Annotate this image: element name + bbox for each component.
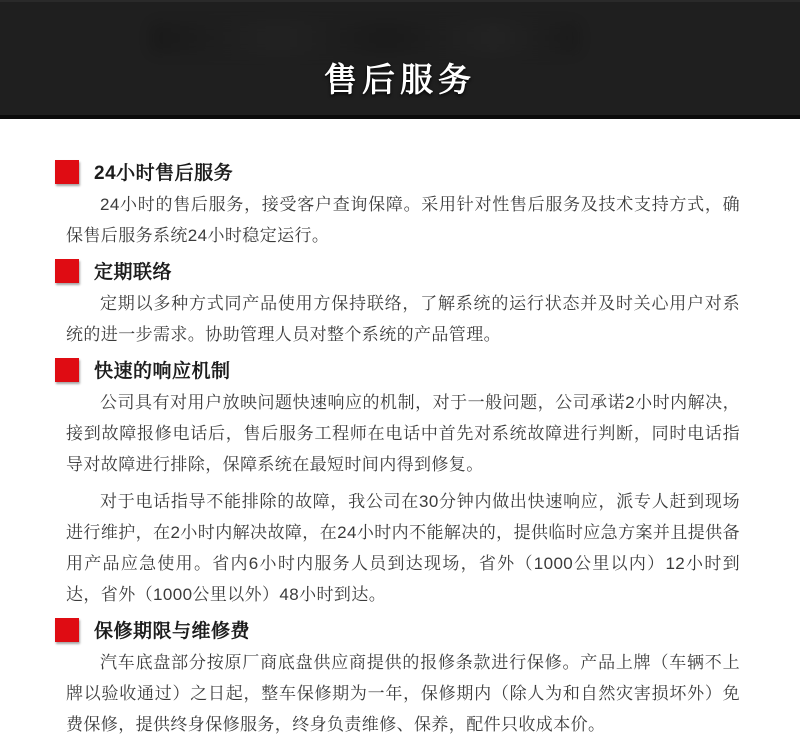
- red-square-bullet-icon: [55, 259, 79, 283]
- section-24h-service: [55, 158, 742, 251]
- section-heading-text: 保修期限与维修费: [94, 621, 251, 642]
- section-heading: [55, 257, 742, 284]
- section-rapid-response: [55, 356, 742, 610]
- section-regular-contact: [55, 257, 742, 350]
- after-sales-content: [0, 119, 800, 740]
- section-heading: [55, 356, 742, 383]
- page-title: 售后服务: [324, 61, 476, 98]
- section-heading-text: 定期联络: [94, 262, 173, 283]
- red-square-bullet-icon: [55, 618, 79, 642]
- red-square-bullet-icon: [55, 160, 79, 184]
- section-paragraph: 汽车底盘部分按原厂商底盘供应商提供的报修条款进行保修。产品上牌（车辆不上牌以验收通过）之日起，整车保修期为一年，保修期内（除人为和自然灾害损坏外）免费保修，提供终身保修服务，终身负责维修、保养，配件只收成本价。: [66, 653, 740, 734]
- watermark-smudge: [150, 22, 580, 54]
- section-heading-text: 24小时售后服务: [94, 163, 234, 184]
- section-heading: [55, 616, 742, 643]
- section-paragraph: 公司具有对用户放映问题快速响应的机制，对于一般问题，公司承诺2小时内解决，接到故障报修电话后，售后服务工程师在电话中首先对系统故障进行判断，同时电话指导对故障进行排除，保障系统在最短时间内得到修复。: [66, 393, 740, 474]
- section-warranty: [55, 616, 742, 740]
- section-heading-text: 快速的响应机制: [94, 361, 231, 382]
- section-paragraph: 定期以多种方式同产品使用方保持联络，了解系统的运行状态并及时关心用户对系统的进一步需求。协助管理人员对整个系统的产品管理。: [66, 294, 740, 344]
- page-banner: [0, 0, 800, 119]
- section-paragraph: 对于电话指导不能排除的故障，我公司在30分钟内做出快速响应，派专人赶到现场进行维护，在2小时内解决故障，在24小时内不能解决的，提供临时应急方案并且提供备用产品应急使用。省内6小时内服务人员到达现场，省外（1000公里以内）12小时到达，省外（1000公里以外）48小时到达。: [66, 492, 740, 604]
- section-heading: [55, 158, 742, 185]
- section-paragraph: 24小时的售后服务，接受客户查询保障。采用针对性售后服务及技术支持方式，确保售后服务系统24小时稳定运行。: [66, 195, 740, 245]
- red-square-bullet-icon: [55, 358, 79, 382]
